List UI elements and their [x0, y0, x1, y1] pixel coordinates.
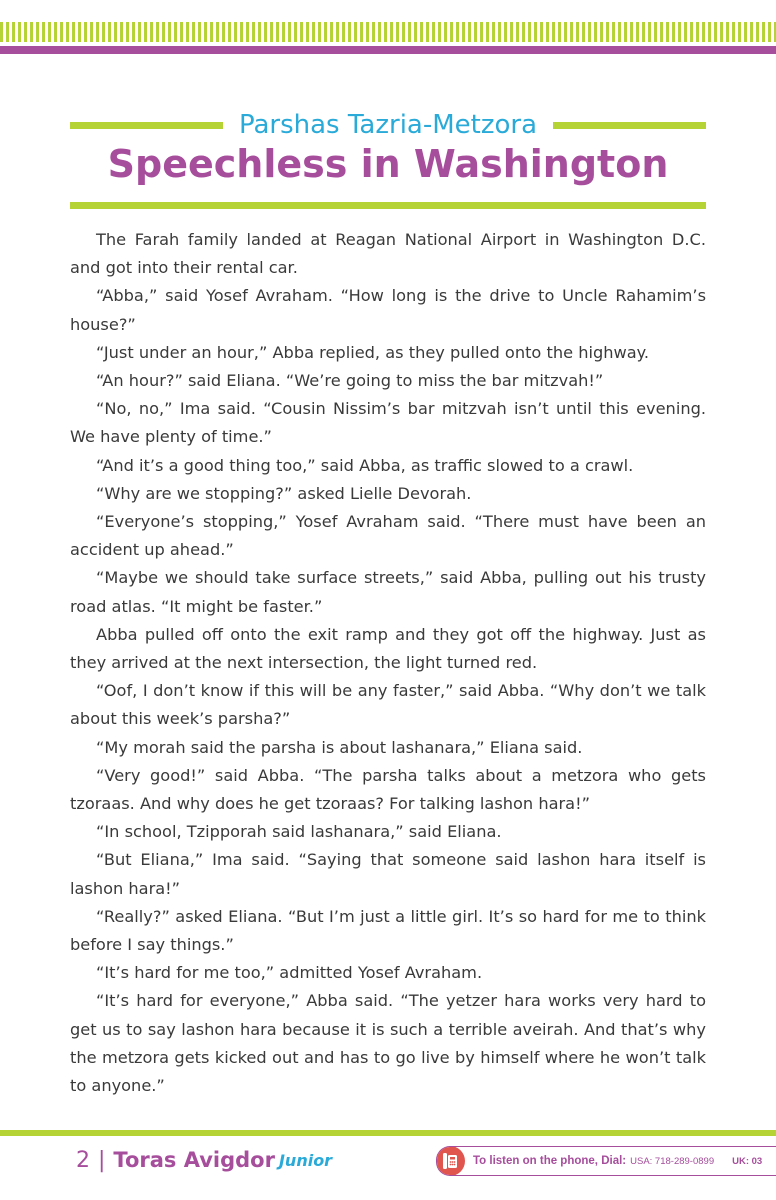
story-paragraph: “It’s hard for everyone,” Abba said. “The yetzer hara works very hard to get us to say lashon hara because it is such a terrible aveirah. And that’s why the metzora gets kicked out and has to go live by himself where he won’t talk to anyone.”	[70, 991, 706, 1096]
top-bar	[0, 46, 776, 54]
story-paragraph: “An hour?” said Eliana. “We’re going to miss the bar mitzvah!”	[96, 371, 604, 391]
header-rule-right	[553, 122, 706, 129]
story-paragraph: “Everyone’s stopping,” Yosef Avraham said. “There must have been an accident up ahead.”	[70, 512, 706, 560]
brand-suffix: Junior	[278, 1150, 333, 1170]
footer-separator: |	[98, 1147, 106, 1173]
story-paragraph: “And it’s a good thing too,” said Abba, as traffic slowed to a crawl.	[96, 455, 634, 475]
story-paragraph: “In school, Tzipporah said lashanara,” said Eliana.	[96, 822, 502, 842]
page-number: 2	[76, 1147, 90, 1173]
top-stripe-decoration	[0, 22, 776, 42]
header-rule-left	[70, 122, 223, 129]
story-paragraph: “It’s hard for me too,” admitted Yosef Avraham.	[96, 963, 483, 983]
story-paragraph: Abba pulled off onto the exit ramp and they got off the highway. Just as they arrived at the next intersection, the light turned red.	[70, 624, 706, 673]
story-paragraph: “No, no,” Ima said. “Cousin Nissim’s bar mitzvah isn’t until this evening. We have plenty of time.”	[70, 399, 706, 447]
story-paragraph: “My morah said the parsha is about lashanara,” Eliana said.	[96, 737, 583, 757]
parsha-header	[70, 108, 706, 142]
phone-usa: USA: 718-289-0899	[630, 1155, 715, 1167]
footer-rule	[0, 1130, 776, 1136]
story-paragraph: “Just under an hour,” Abba replied, as they pulled onto the highway.	[96, 342, 650, 362]
story-paragraph: “But Eliana,” Ima said. “Saying that someone said lashon hara itself is lashon hara!”	[70, 850, 706, 898]
brand-name: Toras Avigdor	[113, 1148, 275, 1172]
story-paragraph: The Farah family landed at Reagan National Airport in Washington D.C. and got into their rental car.	[70, 230, 706, 278]
page-footer	[76, 1144, 332, 1176]
story-paragraph: “Really?” asked Eliana. “But I’m just a little girl. It’s so hard for me to think before I say things.”	[70, 906, 706, 955]
story-paragraph: “Maybe we should take surface streets,” said Abba, pulling out his trusty road atlas. “It might be faster.”	[70, 568, 706, 616]
story-body	[70, 226, 706, 1100]
story-title: Speechless in Washington	[107, 142, 669, 186]
phone-uk: UK: 03	[732, 1155, 763, 1167]
story-paragraph: “Very good!” said Abba. “The parsha talks about a metzora who gets tzoraas. And why does he get tzoraas? For talking lashon hara!”	[70, 765, 706, 814]
story-paragraph: “Why are we stopping?” asked Lielle Devorah.	[96, 483, 472, 503]
phone-label: To listen on the phone, Dial:	[473, 1155, 627, 1167]
telephone-icon	[436, 1146, 465, 1176]
title-underline	[70, 202, 706, 209]
story-paragraph: “Abba,” said Yosef Avraham. “How long is the drive to Uncle Rahamim’s house?”	[70, 286, 706, 334]
phone-info-box	[436, 1146, 776, 1176]
parsha-name: Parshas Tazria-Metzora	[238, 110, 538, 140]
story-paragraph: “Oof, I don’t know if this will be any faster,” said Abba. “Why don’t we talk about this week’s parsha?”	[70, 681, 706, 729]
